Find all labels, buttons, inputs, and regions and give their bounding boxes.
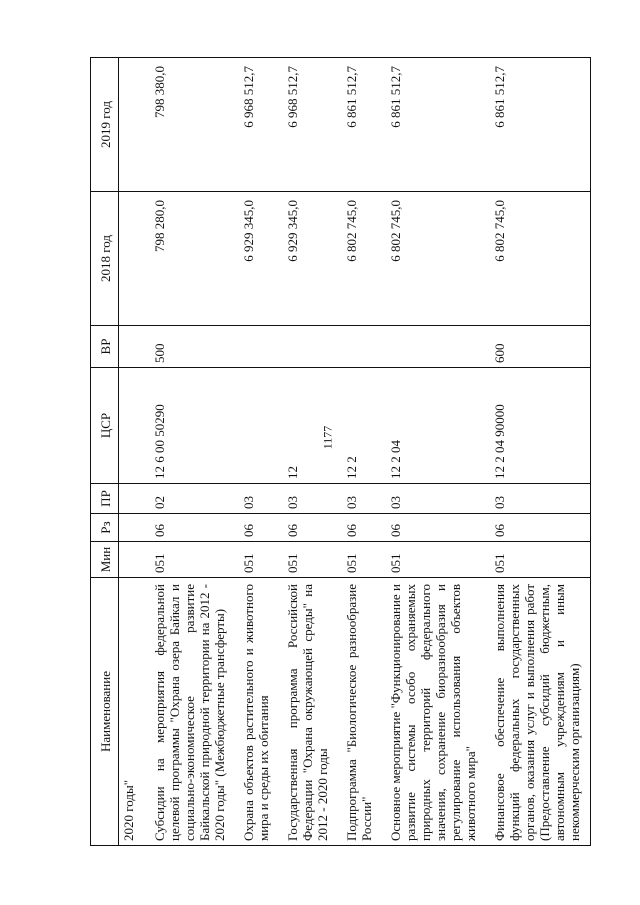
header-2018: 2018 год [91,192,119,326]
row-vr [338,326,382,368]
row-vr [279,326,338,368]
row-2018: 6 929 345,0 [235,192,279,326]
row-pr: 03 [279,484,338,514]
row-csr: 12 6 00 50290 [146,368,235,484]
row-pr: 03 [338,484,382,514]
row-min: 051 [146,542,235,578]
header-2019: 2019 год [91,58,119,192]
row-2019: 6 968 512,7 [235,58,279,192]
table-row [338,58,382,846]
header-row [91,58,119,846]
rotated-page [90,58,590,846]
row-2019: 6 861 512,7 [382,58,486,192]
row-rz: 06 [235,514,279,542]
row-rz: 06 [486,514,591,542]
row-vr [235,326,279,368]
row-csr: 12 [279,368,338,484]
row-csr [119,368,147,484]
row-pr: 02 [146,484,235,514]
row-csr: 12 2 04 90000 [486,368,591,484]
row-name: Подпрограмма "Биологическое разнообразие России" [338,578,382,846]
row-2018 [119,192,147,326]
row-rz: 06 [146,514,235,542]
row-min: 051 [486,542,591,578]
table-row [279,58,338,846]
row-min: 051 [279,542,338,578]
row-2019: 6 968 512,7 [279,58,338,192]
row-csr: 12 2 [338,368,382,484]
table-row [119,58,147,846]
row-2019: 6 861 512,7 [486,58,591,192]
row-csr: 12 2 04 [382,368,486,484]
row-2018: 6 802 745,0 [486,192,591,326]
row-min: 051 [382,542,486,578]
row-2019 [119,58,147,192]
row-2018: 798 280,0 [146,192,235,326]
row-2019: 6 861 512,7 [338,58,382,192]
row-2018: 6 929 345,0 [279,192,338,326]
table-row [382,58,486,846]
row-rz: 06 [279,514,338,542]
row-min: 051 [338,542,382,578]
table-row [235,58,279,846]
row-vr: 600 [486,326,591,368]
row-pr: 03 [382,484,486,514]
header-min: Мин [91,542,119,578]
header-rz: Рз [91,514,119,542]
row-pr: 03 [486,484,591,514]
row-csr [235,368,279,484]
row-min [119,542,147,578]
table-row [146,58,235,846]
row-vr [119,326,147,368]
header-vr: ВР [91,326,119,368]
row-name: Основное мероприятие "Функционирование и развитие системы особо охраняемых природных территорий федерального значения, сохранение биоразнообразия и регулирование использования объектов животного мира" [382,578,486,846]
budget-table [90,57,591,846]
row-vr: 500 [146,326,235,368]
row-name: Субсидии на мероприятия федеральной целевой программы "Охрана озера Байкал и социально-экономическое развитие Байкальской природной территории на 2012 - 2020 годы" (Межбюджетные трансферты) [146,578,235,846]
header-pr: ПР [91,484,119,514]
row-2018: 6 802 745,0 [382,192,486,326]
row-rz: 06 [338,514,382,542]
row-min: 051 [235,542,279,578]
table-row [486,58,591,846]
row-2018: 6 802 745,0 [338,192,382,326]
row-name: Финансовое обеспечение выполнения функций федеральных государственных органов, оказания услуг и выполнения работ (Предоставление субсидий бюджетным, автономным учреждениям и иным некоммерческим организациям) [486,578,591,846]
row-vr [382,326,486,368]
row-2019: 798 380,0 [146,58,235,192]
header-name: Наименование [91,578,119,846]
row-pr [119,484,147,514]
row-rz: 06 [382,514,486,542]
row-pr: 03 [235,484,279,514]
header-csr: ЦСР [91,368,119,484]
row-name: 2020 годы" [119,578,147,846]
row-name: Охрана объектов растительного и животного мира и среды их обитания [235,578,279,846]
page-number: 1177 [320,425,335,450]
row-name: Государственная программа Российской Федерации "Охрана окружающей среды" на 2012 - 2020 годы [279,578,338,846]
row-rz [119,514,147,542]
